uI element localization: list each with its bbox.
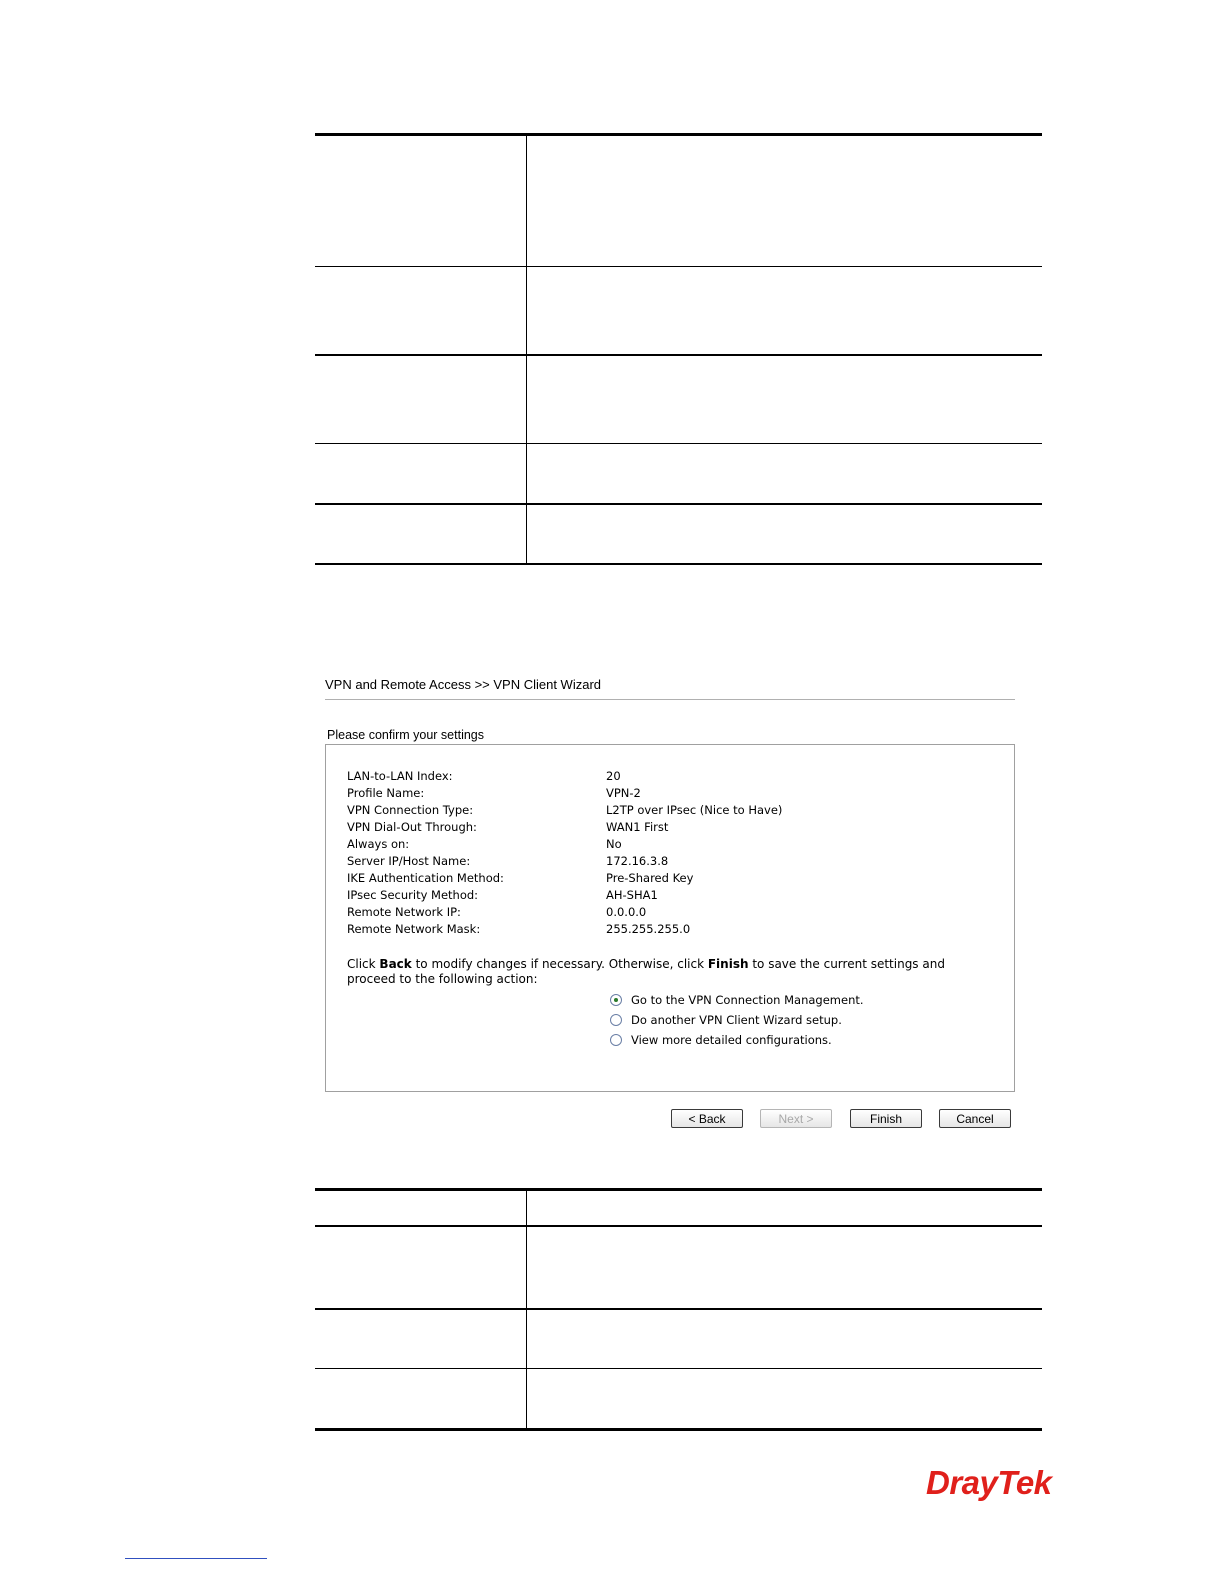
setting-value: WAN1 First [606,820,669,834]
setting-value: 172.16.3.8 [606,854,669,868]
action-option-label: Go to the VPN Connection Management. [631,993,864,1007]
breadcrumb: VPN and Remote Access >> VPN Client Wizard [325,677,602,692]
setting-label: VPN Connection Type: [347,803,474,817]
table-row-divider [315,266,1042,267]
action-option-detailed-config[interactable] [610,1032,832,1048]
table-column-divider [526,135,527,564]
table-row-divider [315,1368,1042,1369]
radio-selected-icon[interactable] [610,994,622,1006]
table-row-divider [315,354,1042,356]
instruction-text [347,957,987,987]
setting-label: VPN Dial-Out Through: [347,820,477,834]
action-option-label: View more detailed configurations. [631,1033,832,1047]
instruction-part: to modify changes if necessary. Otherwise, click [411,957,708,971]
table-row-divider [315,1225,1042,1227]
instruction-finish-keyword: Finish [707,957,749,971]
setting-value: L2TP over IPsec (Nice to Have) [606,803,783,817]
setting-label: Server IP/Host Name: [347,854,471,868]
table-column-divider [526,1190,527,1429]
setting-value: 0.0.0.0 [606,905,647,919]
setting-label: Profile Name: [347,786,425,800]
setting-value: VPN-2 [606,786,641,800]
next-button[interactable]: Next > [760,1109,832,1128]
table-bottom-rule [315,563,1042,565]
table-row-divider [315,1308,1042,1310]
back-button[interactable]: < Back [671,1109,743,1128]
setting-value: 20 [606,769,621,783]
breadcrumb-divider [325,699,1015,700]
setting-label: Remote Network Mask: [347,922,481,936]
cancel-button[interactable]: Cancel [939,1109,1011,1128]
setting-label: IPsec Security Method: [347,888,479,902]
setting-label: Remote Network IP: [347,905,461,919]
action-option-label: Do another VPN Client Wizard setup. [631,1013,842,1027]
radio-icon[interactable] [610,1014,622,1026]
table-top-rule [315,1188,1042,1191]
finish-button[interactable]: Finish [850,1109,922,1128]
instruction-part: Click [347,957,380,971]
draytek-logo: DrayTek [926,1464,1052,1501]
action-option-another-wizard[interactable] [610,1012,842,1028]
action-option-vpn-management[interactable] [610,992,864,1008]
radio-icon[interactable] [610,1034,622,1046]
setting-value: AH-SHA1 [606,888,658,902]
setting-value: 255.255.255.0 [606,922,691,936]
footer-link-underline[interactable] [125,1558,267,1559]
table-top-rule [315,133,1042,136]
setting-value: Pre-Shared Key [606,871,694,885]
setting-label: IKE Authentication Method: [347,871,504,885]
instruction-part: to save the current settings and proceed to the following action: [347,957,945,986]
table-row-divider [315,503,1042,505]
instruction-back-keyword: Back [379,957,412,971]
table-row-divider [315,443,1042,444]
setting-value: No [606,837,622,851]
table-bottom-rule [315,1428,1042,1431]
setting-label: LAN-to-LAN Index: [347,769,453,783]
confirm-title: Please confirm your settings [327,728,485,742]
setting-label: Always on: [347,837,410,851]
